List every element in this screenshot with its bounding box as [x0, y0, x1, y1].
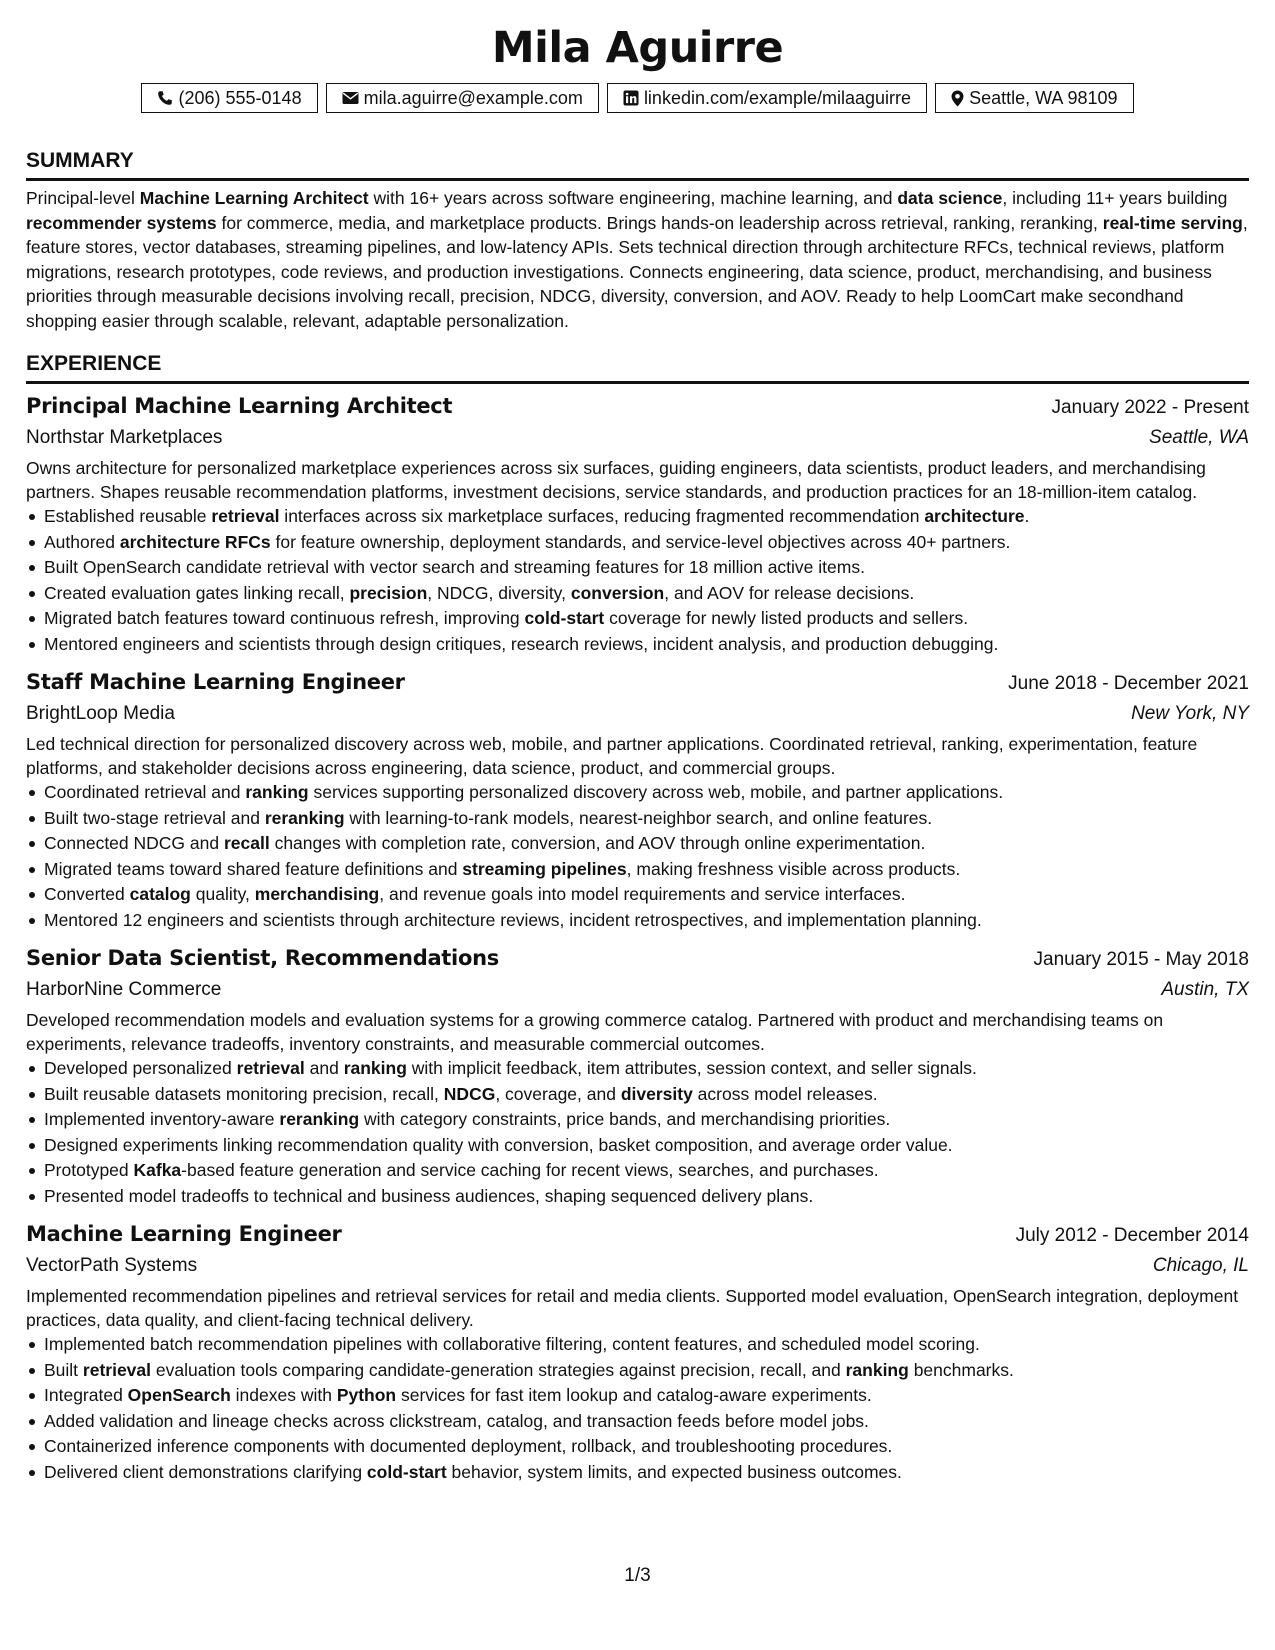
text-run: changes with completion rate, conversion, and AOV through online experimentation. — [269, 833, 926, 853]
bold-keyword: conversion — [570, 582, 665, 603]
bullet-item — [26, 1184, 1249, 1210]
bullet-item — [26, 1332, 1249, 1358]
text-run: evaluation tools comparing candidate-generation strategies against precision, recall, and — [151, 1359, 846, 1380]
summary-paragraph — [26, 186, 1249, 333]
text-run: Containerized inference components with documented deployment, rollback, and troubleshooting procedures. — [44, 1436, 893, 1456]
job-entry — [26, 1219, 1249, 1485]
page-number: 1/3 — [624, 1565, 651, 1586]
job-title: Principal Machine Learning Architect — [26, 394, 453, 418]
summary-heading: SUMMARY — [26, 148, 1249, 181]
bullet-item — [26, 1358, 1249, 1384]
text-run: , including 11+ years building — [1002, 188, 1228, 208]
job-location: Austin, TX — [1161, 979, 1249, 1000]
bullet-item — [26, 555, 1249, 581]
job-description: Led technical direction for personalized discovery across web, mobile, and partner applications. Coordinated retrieval, ranking, experimentation, feature platforms, and stakeholder decisions across engineering, data science, product, and commercial groups. — [26, 734, 1198, 778]
text-run: -based feature generation and service caching for recent views, searches, and purchases. — [181, 1160, 879, 1180]
text-run: quality, — [190, 884, 255, 904]
email-contact[interactable] — [326, 83, 599, 113]
bullet-item — [26, 857, 1249, 883]
text-run: Established reusable — [44, 506, 212, 526]
bold-keyword: data science — [897, 188, 1003, 208]
bullet-item — [26, 780, 1249, 806]
text-run: . — [1024, 506, 1030, 526]
job-title: Staff Machine Learning Engineer — [26, 670, 405, 694]
envelope-icon — [342, 91, 359, 105]
bold-keyword: Kafka — [133, 1160, 182, 1180]
text-run: services supporting personalized discovery across web, mobile, and partner applications. — [308, 782, 1004, 802]
bullet-item — [26, 1133, 1249, 1159]
job-bullets — [26, 780, 1249, 933]
phone-contact — [141, 83, 317, 113]
job-title-row — [26, 667, 1249, 699]
bullet-item — [26, 1082, 1249, 1108]
job-dates: July 2012 - December 2014 — [1015, 1225, 1249, 1246]
bold-keyword: recall — [223, 833, 270, 853]
text-run: , making freshness visible across products. — [626, 858, 961, 879]
text-run: , and revenue goals into model requirements and service interfaces. — [379, 884, 906, 904]
bullet-item — [26, 1460, 1249, 1486]
text-run: with implicit feedback, item attributes, session context, and seller signals. — [406, 1058, 977, 1078]
bold-keyword: merchandising — [254, 884, 380, 904]
candidate-name: Mila Aguirre — [491, 23, 784, 73]
bold-keyword: diversity — [620, 1083, 693, 1104]
text-run: benchmarks. — [908, 1359, 1014, 1380]
text-run: Authored — [44, 531, 120, 552]
text-run: Mentored 12 engineers and scientists through architecture reviews, incident retrospectives, and implementation planning. — [44, 909, 982, 930]
job-company: BrightLoop Media — [26, 703, 175, 724]
job-location: Seattle, WA — [1149, 427, 1249, 448]
bullet-item — [26, 1409, 1249, 1435]
bullet-item — [26, 882, 1249, 908]
bold-keyword: ranking — [845, 1359, 909, 1380]
text-run: Coordinated retrieval and — [44, 782, 246, 802]
text-run: Implemented batch recommendation pipelines with collaborative filtering, content features, and scheduled model scoring. — [44, 1334, 980, 1354]
email-text: mila.aguirre@example.com — [363, 88, 583, 108]
job-title-row — [26, 1219, 1249, 1251]
text-run: Designed experiments linking recommendation quality with conversion, basket composition, and average order value. — [44, 1134, 953, 1155]
experience-heading: EXPERIENCE — [26, 351, 1249, 384]
bold-keyword: Machine Learning Architect — [139, 188, 369, 208]
bullet-item — [26, 606, 1249, 632]
bold-keyword: catalog — [129, 884, 191, 904]
text-run: , and AOV for release decisions. — [664, 582, 915, 603]
text-run: Built — [44, 1359, 83, 1380]
job-company-row — [26, 975, 1249, 1005]
bullet-item — [26, 908, 1249, 934]
bold-keyword: cold-start — [366, 1461, 447, 1482]
bold-keyword: architecture RFCs — [119, 531, 271, 552]
text-run: Developed personalized — [44, 1058, 237, 1078]
text-run: Connected NDCG and — [44, 833, 224, 853]
text-run: across model releases. — [692, 1083, 878, 1104]
bullet-item — [26, 1434, 1249, 1460]
job-dates: January 2015 - May 2018 — [1033, 949, 1249, 970]
bold-keyword: retrieval — [236, 1058, 305, 1078]
bold-keyword: real-time serving — [1102, 212, 1243, 233]
bullet-item — [26, 1107, 1249, 1133]
text-run: Built two-stage retrieval and — [44, 807, 265, 828]
bullet-item — [26, 581, 1249, 607]
text-run: interfaces across six marketplace surfaces, reducing fragmented recommendation — [279, 506, 925, 526]
job-description: Owns architecture for personalized marketplace experiences across six surfaces, guiding engineers, data scientists, product leaders, and merchandising partners. Shapes reusable recommendation platforms, investment decisions, service standards, and production practices for an 18-million-item catalog. — [26, 458, 1206, 502]
job-company: Northstar Marketplaces — [26, 427, 223, 448]
job-company-row — [26, 423, 1249, 453]
text-run: for commerce, media, and marketplace products. Brings hands-on leadership across retrieval, ranking, reranking, — [216, 212, 1103, 233]
bold-keyword: architecture — [924, 506, 1025, 526]
job-entry — [26, 391, 1249, 657]
experience-list — [26, 391, 1249, 1485]
job-bullets — [26, 1056, 1249, 1209]
bold-keyword: NDCG — [443, 1083, 496, 1104]
job-title-row — [26, 943, 1249, 975]
location-contact — [935, 83, 1133, 113]
text-run: indexes with — [230, 1385, 337, 1405]
job-company-row — [26, 1251, 1249, 1281]
text-run: Created evaluation gates linking recall, — [44, 582, 350, 603]
job-location: New York, NY — [1131, 703, 1249, 724]
text-run: Prototyped — [44, 1160, 134, 1180]
job-title: Machine Learning Engineer — [26, 1222, 342, 1246]
job-bullets — [26, 504, 1249, 657]
bullet-item — [26, 530, 1249, 556]
job-bullets — [26, 1332, 1249, 1485]
job-title-row — [26, 391, 1249, 423]
text-run: Built OpenSearch candidate retrieval with vector search and streaming features for 18 million active items. — [44, 557, 865, 577]
text-run: Mentored engineers and scientists through design critiques, research reviews, incident analysis, and production debugging. — [44, 633, 999, 654]
text-run: Principal-level — [26, 188, 140, 208]
map-pin-icon — [951, 90, 964, 107]
resume-page — [26, 0, 1249, 1485]
contact-bar — [26, 83, 1249, 113]
bold-keyword: precision — [349, 582, 428, 603]
text-run: , coverage, and — [495, 1083, 621, 1104]
bold-keyword: ranking — [245, 782, 309, 802]
phone-text: (206) 555-0148 — [178, 88, 302, 108]
linkedin-contact[interactable] — [607, 83, 927, 113]
text-run: for feature ownership, deployment standards, and service-level objectives across 40+ partners. — [270, 531, 1011, 552]
text-run: Built reusable datasets monitoring precision, recall, — [44, 1083, 444, 1104]
text-run: Migrated batch features toward continuous refresh, improving — [44, 608, 525, 628]
text-run: coverage for newly listed products and sellers. — [604, 608, 969, 628]
text-run: Presented model tradeoffs to technical and business audiences, shaping sequenced delivery plans. — [44, 1185, 814, 1206]
bullet-item — [26, 831, 1249, 857]
job-entry — [26, 943, 1249, 1209]
bullet-item — [26, 504, 1249, 530]
bold-keyword: ranking — [343, 1058, 407, 1078]
job-company: HarborNine Commerce — [26, 979, 222, 1000]
text-run: services for fast item lookup and catalog-aware experiments. — [396, 1385, 872, 1405]
bold-keyword: recommender systems — [26, 212, 217, 233]
text-run: Implemented inventory-aware — [44, 1109, 280, 1129]
text-run: , NDCG, diversity, — [427, 582, 571, 603]
text-run: with category constraints, price bands, and merchandising priorities. — [359, 1109, 891, 1129]
job-description: Developed recommendation models and evaluation systems for a growing commerce catalog. Partnered with product and merchandising teams on experiments, relevance tradeoffs, inventory constraints, and measurable commercial outcomes. — [26, 1010, 1164, 1054]
bullet-item — [26, 1158, 1249, 1184]
text-run: with 16+ years across software engineering, machine learning, and — [368, 188, 898, 208]
bold-keyword: streaming pipelines — [462, 858, 627, 879]
bold-keyword: reranking — [279, 1109, 360, 1129]
text-run: Converted — [44, 884, 130, 904]
text-run: Delivered client demonstrations clarifying — [44, 1461, 367, 1482]
text-run: with learning-to-rank models, nearest-neighbor search, and online features. — [344, 807, 933, 828]
job-company: VectorPath Systems — [26, 1255, 198, 1276]
text-run: Integrated — [44, 1385, 128, 1405]
job-dates: June 2018 - December 2021 — [1008, 673, 1249, 694]
job-description: Implemented recommendation pipelines and retrieval services for retail and media clients. Supported model evaluation, OpenSearch integration, deployment practices, data quality, and client-facing technical delivery. — [26, 1286, 1239, 1330]
linkedin-icon — [623, 90, 639, 106]
job-location: Chicago, IL — [1152, 1255, 1249, 1276]
job-entry — [26, 667, 1249, 933]
location-text: Seattle, WA 98109 — [969, 88, 1118, 108]
bold-keyword: cold-start — [524, 608, 605, 628]
bold-keyword: reranking — [264, 807, 345, 828]
bold-keyword: OpenSearch — [127, 1385, 231, 1405]
text-run: Migrated teams toward shared feature definitions and — [44, 858, 463, 879]
bold-keyword: retrieval — [211, 506, 280, 526]
bold-keyword: Python — [336, 1385, 397, 1405]
text-run: Added validation and lineage checks across clickstream, catalog, and transaction feeds before model jobs. — [44, 1410, 869, 1431]
job-company-row — [26, 699, 1249, 729]
job-dates: January 2022 - Present — [1051, 397, 1249, 418]
bullet-item — [26, 1383, 1249, 1409]
text-run: , feature stores, vector databases, streaming pipelines, and low-latency APIs. Sets technical direction through architecture RFCs, technical reviews, platform migrations, research prototypes, code reviews, and production investigations. Connects engineering, data science, product, merchandising, and business priorities through measurable decisions involving recall, precision, NDCG, diversity, conversion, and AOV. Ready to help LoomCart make secondhand shopping easier through scalable, relevant, adaptable personalization. — [26, 212, 1248, 331]
text-run: behavior, system limits, and expected business outcomes. — [446, 1461, 902, 1482]
text-run: and — [304, 1058, 344, 1078]
bold-keyword: retrieval — [82, 1359, 152, 1380]
bullet-item — [26, 632, 1249, 658]
job-title: Senior Data Scientist, Recommendations — [26, 946, 499, 970]
bullet-item — [26, 806, 1249, 832]
phone-icon — [157, 90, 173, 106]
bullet-item — [26, 1056, 1249, 1082]
linkedin-text: linkedin.com/example/milaaguirre — [643, 88, 912, 108]
